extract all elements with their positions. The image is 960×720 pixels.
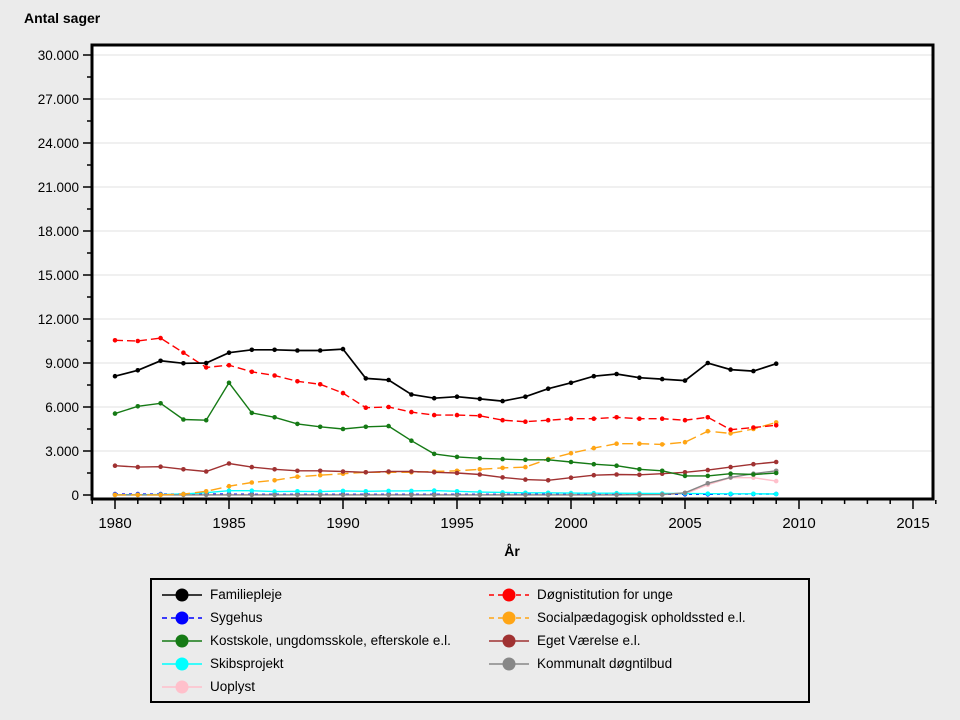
data-point-marker xyxy=(432,396,437,401)
data-point-marker xyxy=(660,442,665,447)
data-point-marker xyxy=(774,361,779,366)
data-point-marker xyxy=(204,489,209,494)
data-point-marker xyxy=(250,488,255,493)
data-point-marker xyxy=(432,470,437,475)
data-point-marker xyxy=(751,369,756,374)
data-point-marker xyxy=(683,418,688,423)
data-point-marker xyxy=(683,491,688,496)
data-point-marker xyxy=(592,446,597,451)
x-tick-label: 2015 xyxy=(896,515,930,532)
legend-swatch xyxy=(162,678,202,696)
legend-item xyxy=(489,629,746,652)
y-tick-label: 15.000 xyxy=(37,268,79,283)
y-tick-label: 27.000 xyxy=(37,92,79,107)
y-tick-label: 9.000 xyxy=(45,356,79,371)
data-point-marker xyxy=(683,378,688,383)
data-point-marker xyxy=(318,493,323,498)
data-point-marker xyxy=(706,474,711,479)
data-point-marker xyxy=(136,465,141,470)
legend-label: Socialpædagogisk opholdssted e.l. xyxy=(537,610,746,625)
data-point-marker xyxy=(250,370,255,375)
data-point-marker xyxy=(774,479,779,484)
data-point-marker xyxy=(432,413,437,418)
legend-swatch xyxy=(489,632,529,650)
data-point-marker xyxy=(386,493,391,498)
data-point-marker xyxy=(227,488,232,493)
data-point-marker xyxy=(500,399,505,404)
y-tick-label: 3.000 xyxy=(45,444,79,459)
data-point-marker xyxy=(250,493,255,498)
data-point-marker xyxy=(751,425,756,430)
data-point-marker xyxy=(204,469,209,474)
legend-marker xyxy=(503,657,516,670)
legend-swatch xyxy=(489,586,529,604)
legend-marker xyxy=(176,680,189,693)
data-point-marker xyxy=(455,493,460,498)
data-point-marker xyxy=(592,462,597,467)
data-point-marker xyxy=(432,488,437,493)
legend-label: Eget Værelse e.l. xyxy=(537,633,641,648)
data-point-marker xyxy=(181,492,186,497)
y-tick-label: 30.000 xyxy=(37,48,79,63)
legend-item xyxy=(162,652,451,675)
legend-item xyxy=(489,583,746,606)
data-point-marker xyxy=(569,416,574,421)
data-point-marker xyxy=(523,394,528,399)
data-point-marker xyxy=(386,405,391,410)
data-point-marker xyxy=(227,484,232,489)
x-axis-title: År xyxy=(504,543,520,559)
data-point-marker xyxy=(751,462,756,467)
plot-area xyxy=(92,45,933,499)
x-tick-label: 1980 xyxy=(98,515,132,532)
legend-marker xyxy=(176,634,189,647)
data-point-marker xyxy=(569,493,574,498)
data-point-marker xyxy=(637,467,642,472)
data-point-marker xyxy=(592,374,597,379)
data-point-marker xyxy=(386,489,391,494)
x-tick-label: 1995 xyxy=(440,515,474,532)
x-axis-labels xyxy=(98,515,929,532)
data-point-marker xyxy=(250,480,255,485)
data-point-marker xyxy=(318,473,323,478)
data-point-marker xyxy=(318,425,323,430)
data-point-marker xyxy=(478,397,483,402)
data-point-marker xyxy=(364,493,369,498)
x-tick-label: 2010 xyxy=(782,515,816,532)
data-point-marker xyxy=(295,474,300,479)
data-point-marker xyxy=(136,493,141,498)
data-point-marker xyxy=(728,465,733,470)
data-point-marker xyxy=(341,427,346,432)
data-point-marker xyxy=(250,465,255,470)
data-point-marker xyxy=(250,411,255,416)
data-point-marker xyxy=(272,493,277,498)
data-point-marker xyxy=(181,361,186,366)
data-point-marker xyxy=(683,474,688,479)
data-point-marker xyxy=(158,464,163,469)
data-point-marker xyxy=(706,481,711,486)
data-point-marker xyxy=(774,423,779,428)
data-point-marker xyxy=(500,466,505,471)
data-point-marker xyxy=(637,441,642,446)
legend-column-1 xyxy=(162,583,451,698)
data-point-marker xyxy=(181,467,186,472)
data-point-marker xyxy=(478,493,483,498)
data-point-marker xyxy=(432,452,437,457)
legend-swatch xyxy=(162,655,202,673)
data-point-marker xyxy=(295,493,300,498)
data-point-marker xyxy=(614,493,619,498)
data-point-marker xyxy=(113,463,118,468)
data-point-marker xyxy=(341,493,346,498)
y-tick-label: 6.000 xyxy=(45,400,79,415)
data-point-marker xyxy=(158,336,163,341)
data-point-marker xyxy=(478,456,483,461)
data-point-marker xyxy=(272,415,277,420)
data-point-marker xyxy=(614,441,619,446)
data-point-marker xyxy=(364,425,369,430)
legend-marker xyxy=(503,634,516,647)
data-point-marker xyxy=(478,467,483,472)
data-point-marker xyxy=(614,463,619,468)
y-axis-labels xyxy=(38,48,79,503)
data-point-marker xyxy=(455,471,460,476)
data-point-marker xyxy=(500,418,505,423)
data-point-marker xyxy=(592,416,597,421)
y-axis-title: Antal sager xyxy=(24,10,101,26)
data-point-marker xyxy=(341,489,346,494)
data-point-marker xyxy=(546,478,551,483)
data-point-marker xyxy=(546,418,551,423)
data-point-marker xyxy=(728,367,733,372)
legend-label: Skibsprojekt xyxy=(210,656,284,671)
data-point-marker xyxy=(523,419,528,424)
y-tick-label: 0 xyxy=(71,488,79,503)
data-point-marker xyxy=(500,493,505,498)
data-point-marker xyxy=(432,493,437,498)
data-point-marker xyxy=(546,493,551,498)
data-point-marker xyxy=(455,455,460,460)
data-point-marker xyxy=(272,478,277,483)
data-point-marker xyxy=(546,458,551,463)
data-point-marker xyxy=(295,469,300,474)
data-point-marker xyxy=(523,458,528,463)
data-point-marker xyxy=(569,475,574,480)
data-point-marker xyxy=(113,374,118,379)
legend-item xyxy=(489,606,746,629)
legend-label: Kommunalt døgntilbud xyxy=(537,656,673,671)
data-point-marker xyxy=(204,418,209,423)
data-point-marker xyxy=(614,415,619,420)
data-point-marker xyxy=(774,471,779,476)
data-point-marker xyxy=(295,348,300,353)
data-point-marker xyxy=(706,361,711,366)
legend-swatch xyxy=(162,632,202,650)
x-tick-label: 1990 xyxy=(326,515,360,532)
data-point-marker xyxy=(386,469,391,474)
data-point-marker xyxy=(341,347,346,352)
legend-swatch xyxy=(162,609,202,627)
legend-item xyxy=(162,606,451,629)
data-point-marker xyxy=(455,413,460,418)
data-point-marker xyxy=(227,493,232,498)
data-point-marker xyxy=(523,477,528,482)
y-tick-label: 21.000 xyxy=(37,180,79,195)
data-point-marker xyxy=(204,365,209,370)
data-point-marker xyxy=(113,493,118,498)
legend-label: Sygehus xyxy=(210,610,263,625)
data-point-marker xyxy=(158,359,163,364)
legend-box xyxy=(150,578,810,703)
legend-label: Familiepleje xyxy=(210,587,283,602)
legend-label: Kostskole, ungdomsskole, efterskole e.l. xyxy=(210,633,451,648)
data-point-marker xyxy=(272,467,277,472)
data-point-marker xyxy=(569,451,574,456)
x-tick-label: 1985 xyxy=(212,515,246,532)
data-point-marker xyxy=(272,348,277,353)
legend-item xyxy=(162,675,451,698)
x-tick-label: 2000 xyxy=(554,515,588,532)
data-point-marker xyxy=(227,461,232,466)
legend-marker xyxy=(176,611,189,624)
data-point-marker xyxy=(546,386,551,391)
data-point-marker xyxy=(660,416,665,421)
data-point-marker xyxy=(774,492,779,497)
legend-swatch xyxy=(162,586,202,604)
data-point-marker xyxy=(523,465,528,470)
legend-label: Uoplyst xyxy=(210,679,256,694)
x-axis-ticks xyxy=(92,500,936,509)
y-tick-label: 24.000 xyxy=(37,136,79,151)
data-point-marker xyxy=(409,489,414,494)
data-point-marker xyxy=(318,382,323,387)
data-point-marker xyxy=(136,339,141,344)
legend-item xyxy=(489,652,746,675)
legend-marker xyxy=(503,588,516,601)
data-point-marker xyxy=(364,376,369,381)
data-point-marker xyxy=(660,469,665,474)
data-point-marker xyxy=(728,492,733,497)
data-point-marker xyxy=(637,473,642,478)
legend-item xyxy=(162,629,451,652)
data-point-marker xyxy=(113,338,118,343)
data-point-marker xyxy=(295,379,300,384)
legend-label: Døgnistitution for unge xyxy=(537,587,673,602)
data-point-marker xyxy=(683,440,688,445)
data-point-marker xyxy=(204,361,209,366)
data-point-marker xyxy=(409,410,414,415)
data-point-marker xyxy=(272,373,277,378)
data-point-marker xyxy=(341,391,346,396)
data-point-marker xyxy=(386,424,391,429)
data-point-marker xyxy=(706,429,711,434)
data-point-marker xyxy=(386,378,391,383)
data-point-marker xyxy=(455,394,460,399)
data-point-marker xyxy=(500,457,505,462)
legend-marker xyxy=(503,611,516,624)
data-point-marker xyxy=(614,472,619,477)
data-point-marker xyxy=(614,372,619,377)
data-point-marker xyxy=(660,377,665,382)
data-point-marker xyxy=(181,417,186,422)
x-tick-label: 2005 xyxy=(668,515,702,532)
data-point-marker xyxy=(113,411,118,416)
data-point-marker xyxy=(227,363,232,368)
data-point-marker xyxy=(706,415,711,420)
data-point-marker xyxy=(592,473,597,478)
data-point-marker xyxy=(569,460,574,465)
data-point-marker xyxy=(728,427,733,432)
data-point-marker xyxy=(774,460,779,465)
data-point-marker xyxy=(706,468,711,473)
legend-item xyxy=(162,583,451,606)
data-point-marker xyxy=(751,492,756,497)
data-point-marker xyxy=(318,348,323,353)
data-point-marker xyxy=(500,475,505,480)
data-point-marker xyxy=(706,491,711,496)
legend-swatch xyxy=(489,609,529,627)
data-point-marker xyxy=(158,401,163,406)
data-point-marker xyxy=(409,469,414,474)
data-point-marker xyxy=(364,405,369,410)
legend-column-2 xyxy=(489,583,746,675)
data-point-marker xyxy=(751,472,756,477)
data-point-marker xyxy=(409,438,414,443)
data-point-marker xyxy=(637,416,642,421)
data-point-marker xyxy=(181,350,186,355)
data-point-marker xyxy=(364,470,369,475)
data-point-marker xyxy=(318,469,323,474)
data-point-marker xyxy=(569,381,574,386)
data-point-marker xyxy=(158,493,163,498)
y-axis-ticks xyxy=(83,55,91,495)
data-point-marker xyxy=(409,392,414,397)
data-point-marker xyxy=(478,414,483,419)
data-point-marker xyxy=(136,368,141,373)
data-point-marker xyxy=(592,493,597,498)
data-point-marker xyxy=(523,493,528,498)
data-point-marker xyxy=(295,422,300,427)
y-tick-label: 12.000 xyxy=(37,312,79,327)
data-point-marker xyxy=(136,404,141,409)
data-point-marker xyxy=(341,469,346,474)
data-point-marker xyxy=(409,493,414,498)
data-point-marker xyxy=(478,472,483,477)
legend-swatch xyxy=(489,655,529,673)
legend-marker xyxy=(176,588,189,601)
data-point-marker xyxy=(660,492,665,497)
data-point-marker xyxy=(227,350,232,355)
data-point-marker xyxy=(227,381,232,386)
data-point-marker xyxy=(637,492,642,497)
legend-marker xyxy=(176,657,189,670)
y-tick-label: 18.000 xyxy=(37,224,79,239)
data-point-marker xyxy=(637,375,642,380)
data-point-marker xyxy=(250,348,255,353)
data-point-marker xyxy=(728,471,733,476)
